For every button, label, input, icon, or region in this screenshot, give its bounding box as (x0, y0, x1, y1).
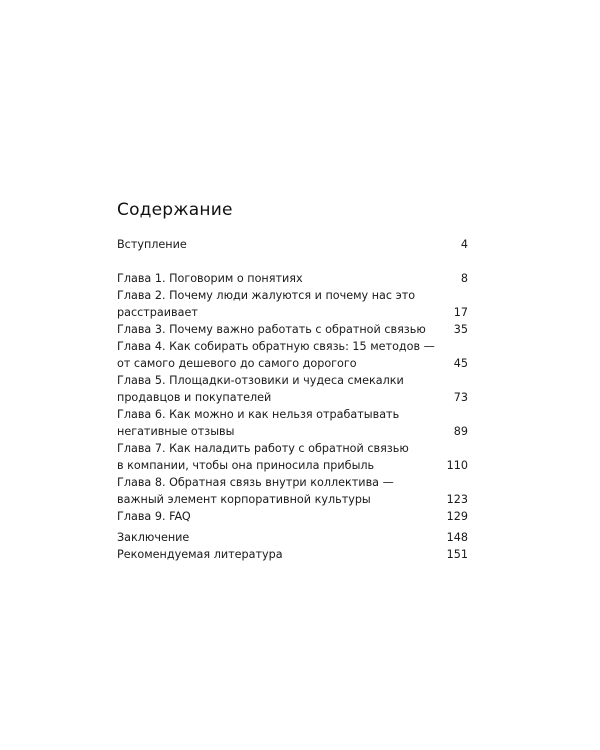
toc-page-number: 151 (446, 548, 468, 561)
toc-entry-text: Заключение (117, 531, 190, 544)
toc-entry-line (117, 321, 468, 338)
toc-page-number: 129 (446, 510, 468, 523)
toc-title: Содержание (117, 200, 233, 220)
toc-entry-text: расстраивает (117, 306, 198, 319)
toc-entry-line (117, 236, 468, 253)
toc-entry-text: важный элемент корпоративной культуры (117, 493, 371, 506)
toc-entry[interactable] (117, 321, 468, 338)
toc-entry[interactable] (117, 287, 468, 321)
toc-page-number: 4 (460, 238, 468, 251)
toc-page-number: 123 (446, 493, 468, 506)
toc-entry-line (117, 338, 468, 355)
toc-entry[interactable] (117, 529, 468, 546)
toc-page-number: 45 (453, 357, 468, 370)
toc-page-number: 35 (453, 323, 468, 336)
toc-entry-line (117, 491, 468, 508)
toc-entry-line (117, 372, 468, 389)
toc-entry-text: Глава 5. Площадки-отзовики и чудеса смекалки (117, 374, 404, 387)
toc-entry-text: Вступление (117, 238, 187, 251)
toc-entry-line (117, 508, 468, 525)
toc-entry-line (117, 440, 468, 457)
toc-page-number: 8 (460, 272, 468, 285)
toc-page-number: 110 (446, 459, 468, 472)
toc-entry[interactable] (117, 474, 468, 508)
toc-entry-line (117, 406, 468, 423)
toc-entry-text: негативные отзывы (117, 425, 235, 438)
toc-entry[interactable] (117, 338, 468, 372)
toc-entry-text: Глава 6. Как можно и как нельзя отрабатывать (117, 408, 400, 421)
toc-entry-text: Глава 4. Как собирать обратную связь: 15 методов — (117, 340, 435, 353)
toc-page-number: 17 (453, 306, 468, 319)
toc-group-intro (117, 236, 468, 253)
toc-entry-line (117, 287, 468, 304)
toc-group-chapters (117, 270, 468, 525)
toc-entry-line (117, 529, 468, 546)
toc-entry-text: в компании, чтобы она приносила прибыль (117, 459, 375, 472)
toc-entry-text: Рекомендуемая литература (117, 548, 283, 561)
toc-page-number: 148 (446, 531, 468, 544)
toc-entry[interactable] (117, 508, 468, 525)
toc-entry-line (117, 546, 468, 563)
toc-entry-text: продавцов и покупателей (117, 391, 272, 404)
toc-entry-line (117, 304, 468, 321)
toc-entry-text: Глава 7. Как наладить работу с обратной связью (117, 442, 409, 455)
toc-entry-line (117, 457, 468, 474)
toc-entry-line (117, 355, 468, 372)
toc-entry-text: Глава 8. Обратная связь внутри коллектива — (117, 476, 394, 489)
toc-entry[interactable] (117, 372, 468, 406)
toc-entry[interactable] (117, 270, 468, 287)
toc-entry[interactable] (117, 236, 468, 253)
toc-entry-text: Глава 1. Поговорим о понятиях (117, 272, 303, 285)
toc-group-ending (117, 529, 468, 563)
toc-entry-line (117, 474, 468, 491)
toc-entry-text: Глава 2. Почему люди жалуются и почему нас это (117, 289, 416, 302)
toc-entry[interactable] (117, 440, 468, 474)
toc-entry[interactable] (117, 546, 468, 563)
toc-entry-text: Глава 9. FAQ (117, 510, 191, 523)
toc-entry-line (117, 270, 468, 287)
toc-entry-text: от самого дешевого до самого дорогого (117, 357, 357, 370)
toc-entry-text: Глава 3. Почему важно работать с обратной связью (117, 323, 426, 336)
toc-page-number: 73 (453, 391, 468, 404)
toc-entry-line (117, 389, 468, 406)
toc-entry[interactable] (117, 406, 468, 440)
toc-entry-line (117, 423, 468, 440)
toc-page-number: 89 (453, 425, 468, 438)
